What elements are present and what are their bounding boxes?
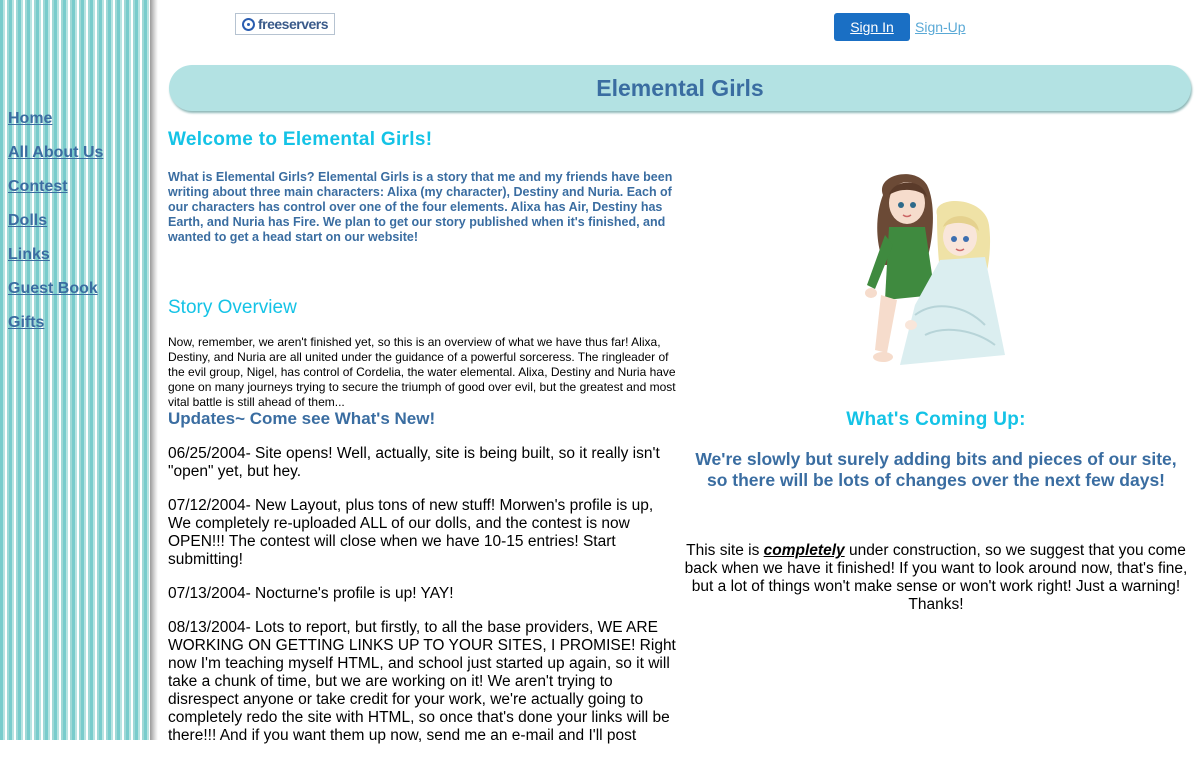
welcome-text: What is Elemental Girls? Elemental Girls is a story that me and my friends have been writing about three main characters: Alixa (my character), Destiny and Nuria. Each of our characters has control over one of the four elements. Alixa has Air, Destiny has Earth, and Nuria has Fire. We plan to get our story published when it's finished, and wanted to get a head start on our website! [168, 170, 673, 244]
sign-in-button[interactable]: Sign In [834, 13, 910, 41]
nav-link-all-about-us[interactable]: All About Us [8, 144, 104, 161]
nav-link-contest[interactable]: Contest [8, 178, 68, 195]
freeservers-logo-icon [242, 18, 255, 31]
update-entry: 07/13/2004- Nocturne's profile is up! YAY! [168, 585, 454, 602]
construction-emphasis: completely [763, 542, 845, 559]
sidebar-shadow [150, 0, 158, 740]
nav-link-gifts[interactable]: Gifts [8, 314, 45, 331]
nav-link-links[interactable]: Links [8, 246, 50, 263]
nav-link-dolls[interactable]: Dolls [8, 212, 48, 229]
construction-text-end: under construction, so we suggest that you come back when we have it finished! If you want to look around now, that's fine, but a lot of things won't make sense or won't work right! Just a warning! Thanks! [684, 542, 1188, 613]
freeservers-logo-text: freeservers [257, 16, 328, 32]
update-entry: 06/25/2004- Site opens! Well, actually, site is being built, so it really isn't "open" yet, but hey. [168, 445, 660, 480]
updates-list [168, 445, 680, 761]
whats-coming-up-text: We're slowly but surely adding bits and pieces of our site, so there will be lots of changes over the next few days! [695, 449, 1177, 490]
whats-coming-up-heading: What's Coming Up: [846, 409, 1026, 430]
update-entry: 08/13/2004- Lots to report, but firstly, to all the base providers, WE ARE WORKING ON GETTING LINKS UP TO YOUR SITES, I PROMISE! Right now I'm teaching myself HTML, and school just started up again, so it will take a chunk of time, but we are working on it! We aren't trying to disrespect anyone or take credit for your work, we're actually going to completely redo the site with HTML, so once that's done your links will be there!!! And if you want them up now, send me an e-mail and I'll post [168, 619, 676, 744]
update-entry: 07/12/2004- New Layout, plus tons of new stuff! Morwen's profile is up, We completely re-uploaded ALL of our dolls, and the contest is now OPEN!!! The contest will close when we have 10-15 entries! Start submitting! [168, 497, 654, 568]
welcome-heading: Welcome to Elemental Girls! [168, 129, 433, 150]
under-construction-notice [682, 542, 1190, 614]
sign-up-link[interactable]: Sign-Up [915, 19, 966, 35]
freeservers-logo[interactable] [235, 13, 335, 35]
updates-heading: Updates~ Come see What's New! [168, 409, 436, 428]
nav-link-home[interactable]: Home [8, 110, 53, 127]
construction-text-start: This site is [686, 542, 764, 559]
site-title: Elemental Girls [596, 74, 764, 101]
elemental-girls-doll-illustration [845, 165, 1020, 375]
story-overview-heading: Story Overview [168, 297, 297, 318]
story-overview-text: Now, remember, we aren't finished yet, so this is an overview of what we have thus far! Alixa, Destiny, and Nuria are all united under the guidance of a powerful sorceress. The ringleader of the evil group, Nigel, has control of Cordelia, the water elemental. Alixa, Destiny and Nuria have gone on many journeys trying to secure the triumph of good over evil, but the greatest and most vital battle is still ahead of them... [168, 335, 676, 409]
site-title-banner [169, 65, 1191, 111]
nav-link-guest-book[interactable]: Guest Book [8, 280, 98, 297]
sidebar-nav [8, 110, 103, 348]
